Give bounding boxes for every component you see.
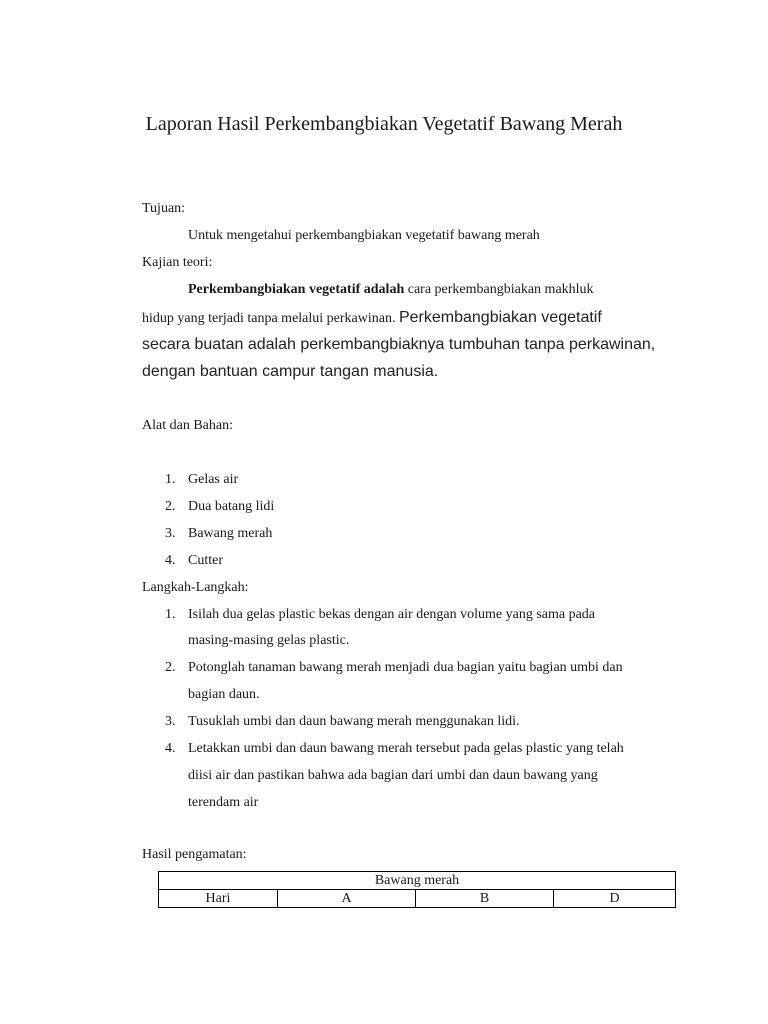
- kajian-bold-term: Perkembangbiakan vegetatif adalah: [188, 282, 405, 297]
- column-header: A: [278, 890, 416, 908]
- hasil-heading: Hasil pengamatan:: [142, 847, 247, 862]
- kajian-line-3: secara buatan adalah perkembangbiaknya tumbuhan tanpa perkawinan,: [142, 336, 656, 353]
- column-header: B: [416, 890, 554, 908]
- langkah-item-line: Letakkan umbi dan daun bawang merah tersebut pada gelas plastic yang telah: [188, 741, 624, 756]
- langkah-item-line: Isilah dua gelas plastic bekas dengan air dengan volume yang sama pada: [188, 607, 596, 622]
- tujuan-heading: Tujuan:: [142, 201, 186, 216]
- alat-item: Cutter: [188, 553, 223, 568]
- kajian-line-1: [188, 280, 594, 300]
- langkah-item-line: diisi air dan pastikan bahwa ada bagian dari umbi dan daun bawang yang: [188, 768, 598, 783]
- kajian-line-1-rest: cara perkembangbiakan makhluk: [404, 282, 594, 297]
- alat-item-number: 4.: [165, 553, 176, 568]
- langkah-item-line: Potonglah tanaman bawang merah menjadi dua bagian yaitu bagian umbi dan: [188, 660, 623, 675]
- langkah-item-number: 2.: [165, 660, 176, 675]
- alat-heading: Alat dan Bahan:: [142, 418, 233, 433]
- langkah-item-number: 4.: [165, 741, 176, 756]
- alat-item-number: 2.: [165, 499, 176, 514]
- langkah-heading: Langkah-Langkah:: [142, 580, 249, 595]
- kajian-line-4: dengan bantuan campur tangan manusia.: [142, 363, 439, 380]
- langkah-item-number: 3.: [165, 714, 176, 729]
- column-header: D: [554, 890, 676, 908]
- alat-item-number: 1.: [165, 472, 176, 487]
- alat-item: Gelas air: [188, 472, 239, 487]
- table-title-row: [159, 872, 676, 890]
- kajian-heading: Kajian teori:: [142, 255, 213, 270]
- langkah-item-line: Tusuklah umbi dan daun bawang merah menggunakan lidi.: [188, 714, 520, 729]
- observation-table: [158, 871, 676, 908]
- kajian-line-2-sans: Perkembangbiakan vegetatif: [398, 309, 602, 326]
- langkah-item-line: terendam air: [188, 795, 259, 810]
- langkah-item-number: 1.: [165, 607, 176, 622]
- alat-item: Dua batang lidi: [188, 499, 275, 514]
- langkah-item-line: masing-masing gelas plastic.: [188, 633, 350, 648]
- langkah-item-line: bagian daun.: [188, 687, 260, 702]
- table-title: Bawang merah: [159, 872, 676, 890]
- tujuan-text: Untuk mengetahui perkembangbiakan vegetatif bawang merah: [188, 228, 540, 243]
- document-title: Laporan Hasil Perkembangbiakan Vegetatif Bawang Merah: [145, 113, 623, 135]
- alat-item-number: 3.: [165, 526, 176, 541]
- alat-item: Bawang merah: [188, 526, 273, 541]
- table-header-row: [159, 890, 676, 908]
- column-header: Hari: [159, 890, 278, 908]
- kajian-line-2: [142, 307, 602, 329]
- kajian-line-2-serif: hidup yang terjadi tanpa melalui perkawinan.: [142, 311, 399, 326]
